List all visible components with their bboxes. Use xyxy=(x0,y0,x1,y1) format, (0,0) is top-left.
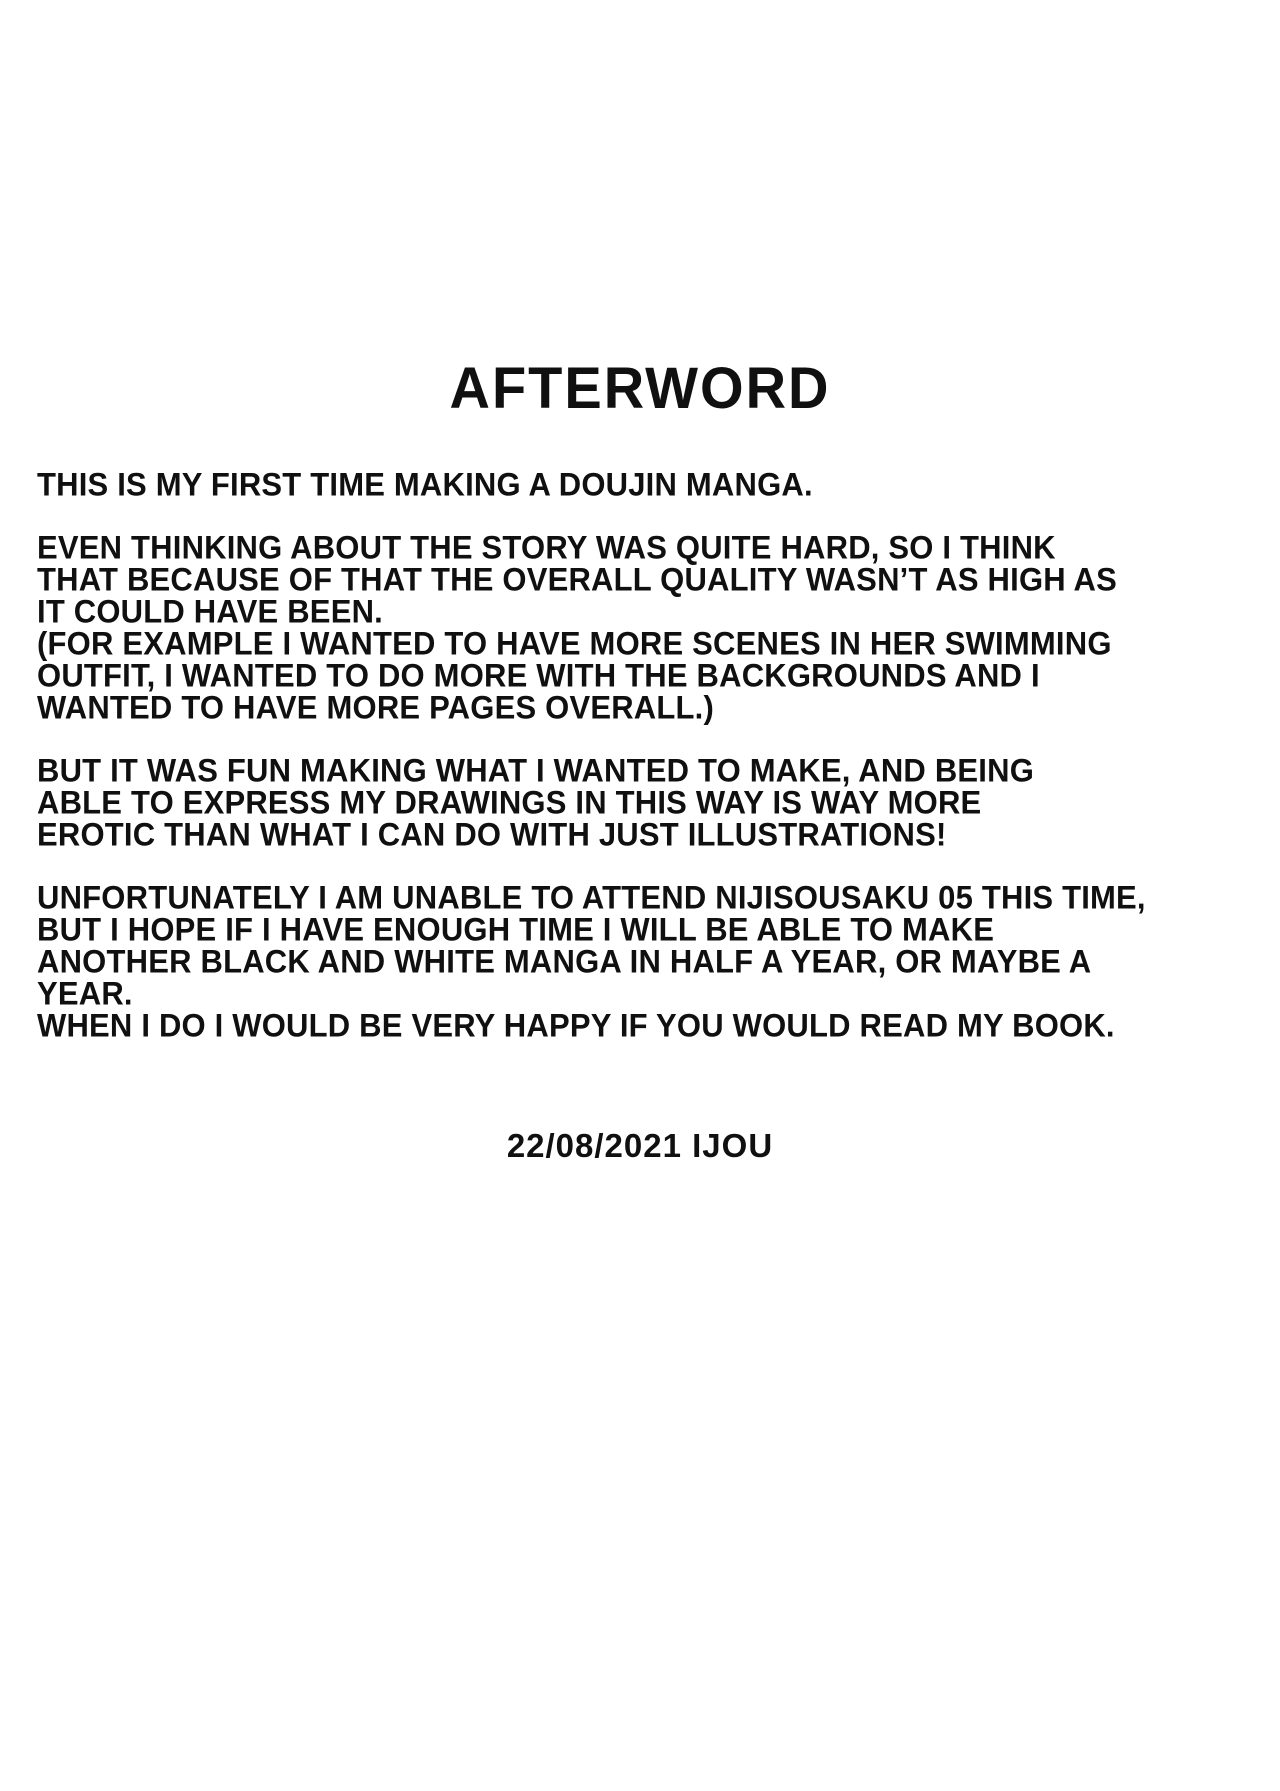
paragraph-intro xyxy=(37,465,1260,503)
text-line: EVEN THINKING ABOUT THE STORY WAS QUITE HARD, SO I THINK xyxy=(37,528,1056,566)
text-line: ANOTHER BLACK AND WHITE MANGA IN HALF A YEAR, OR MAYBE A xyxy=(37,942,1092,980)
paragraph-future-plans xyxy=(37,878,1260,1044)
text-line: ABLE TO EXPRESS MY DRAWINGS IN THIS WAY IS WAY MORE xyxy=(37,783,982,821)
text-line: BUT IT WAS FUN MAKING WHAT I WANTED TO MAKE, AND BEING xyxy=(37,751,1035,789)
text-line: WHEN I DO I WOULD BE VERY HAPPY IF YOU WOULD READ MY BOOK. xyxy=(37,1006,1115,1044)
paragraph-story-difficulty xyxy=(37,528,1260,726)
text-line: EROTIC THAN WHAT I CAN DO WITH JUST ILLUSTRATIONS! xyxy=(37,815,947,853)
page-title: AFTERWORD xyxy=(449,354,831,421)
text-line: THAT BECAUSE OF THAT THE OVERALL QUALITY WASN’T AS HIGH AS xyxy=(37,560,1117,598)
text-line: (FOR EXAMPLE I WANTED TO HAVE MORE SCENES IN HER SWIMMING xyxy=(37,624,1112,662)
text-line: YEAR. xyxy=(37,974,133,1012)
text-line: IT COULD HAVE BEEN. xyxy=(37,592,383,630)
text-line: UNFORTUNATELY I AM UNABLE TO ATTEND NIJISOUSAKU 05 THIS TIME, xyxy=(37,878,1146,916)
signature-date: 22/08/2021 IJOU xyxy=(506,1127,774,1164)
paragraph-fun-making xyxy=(37,751,1260,853)
text-line: WANTED TO HAVE MORE PAGES OVERALL.) xyxy=(37,688,714,726)
text-line: OUTFIT, I WANTED TO DO MORE WITH THE BACKGROUNDS AND I xyxy=(37,656,1040,694)
text-line: THIS IS MY FIRST TIME MAKING A DOUJIN MANGA. xyxy=(37,465,813,503)
afterword-body xyxy=(37,465,1260,1072)
text-line: BUT I HOPE IF I HAVE ENOUGH TIME I WILL BE ABLE TO MAKE xyxy=(37,910,995,948)
